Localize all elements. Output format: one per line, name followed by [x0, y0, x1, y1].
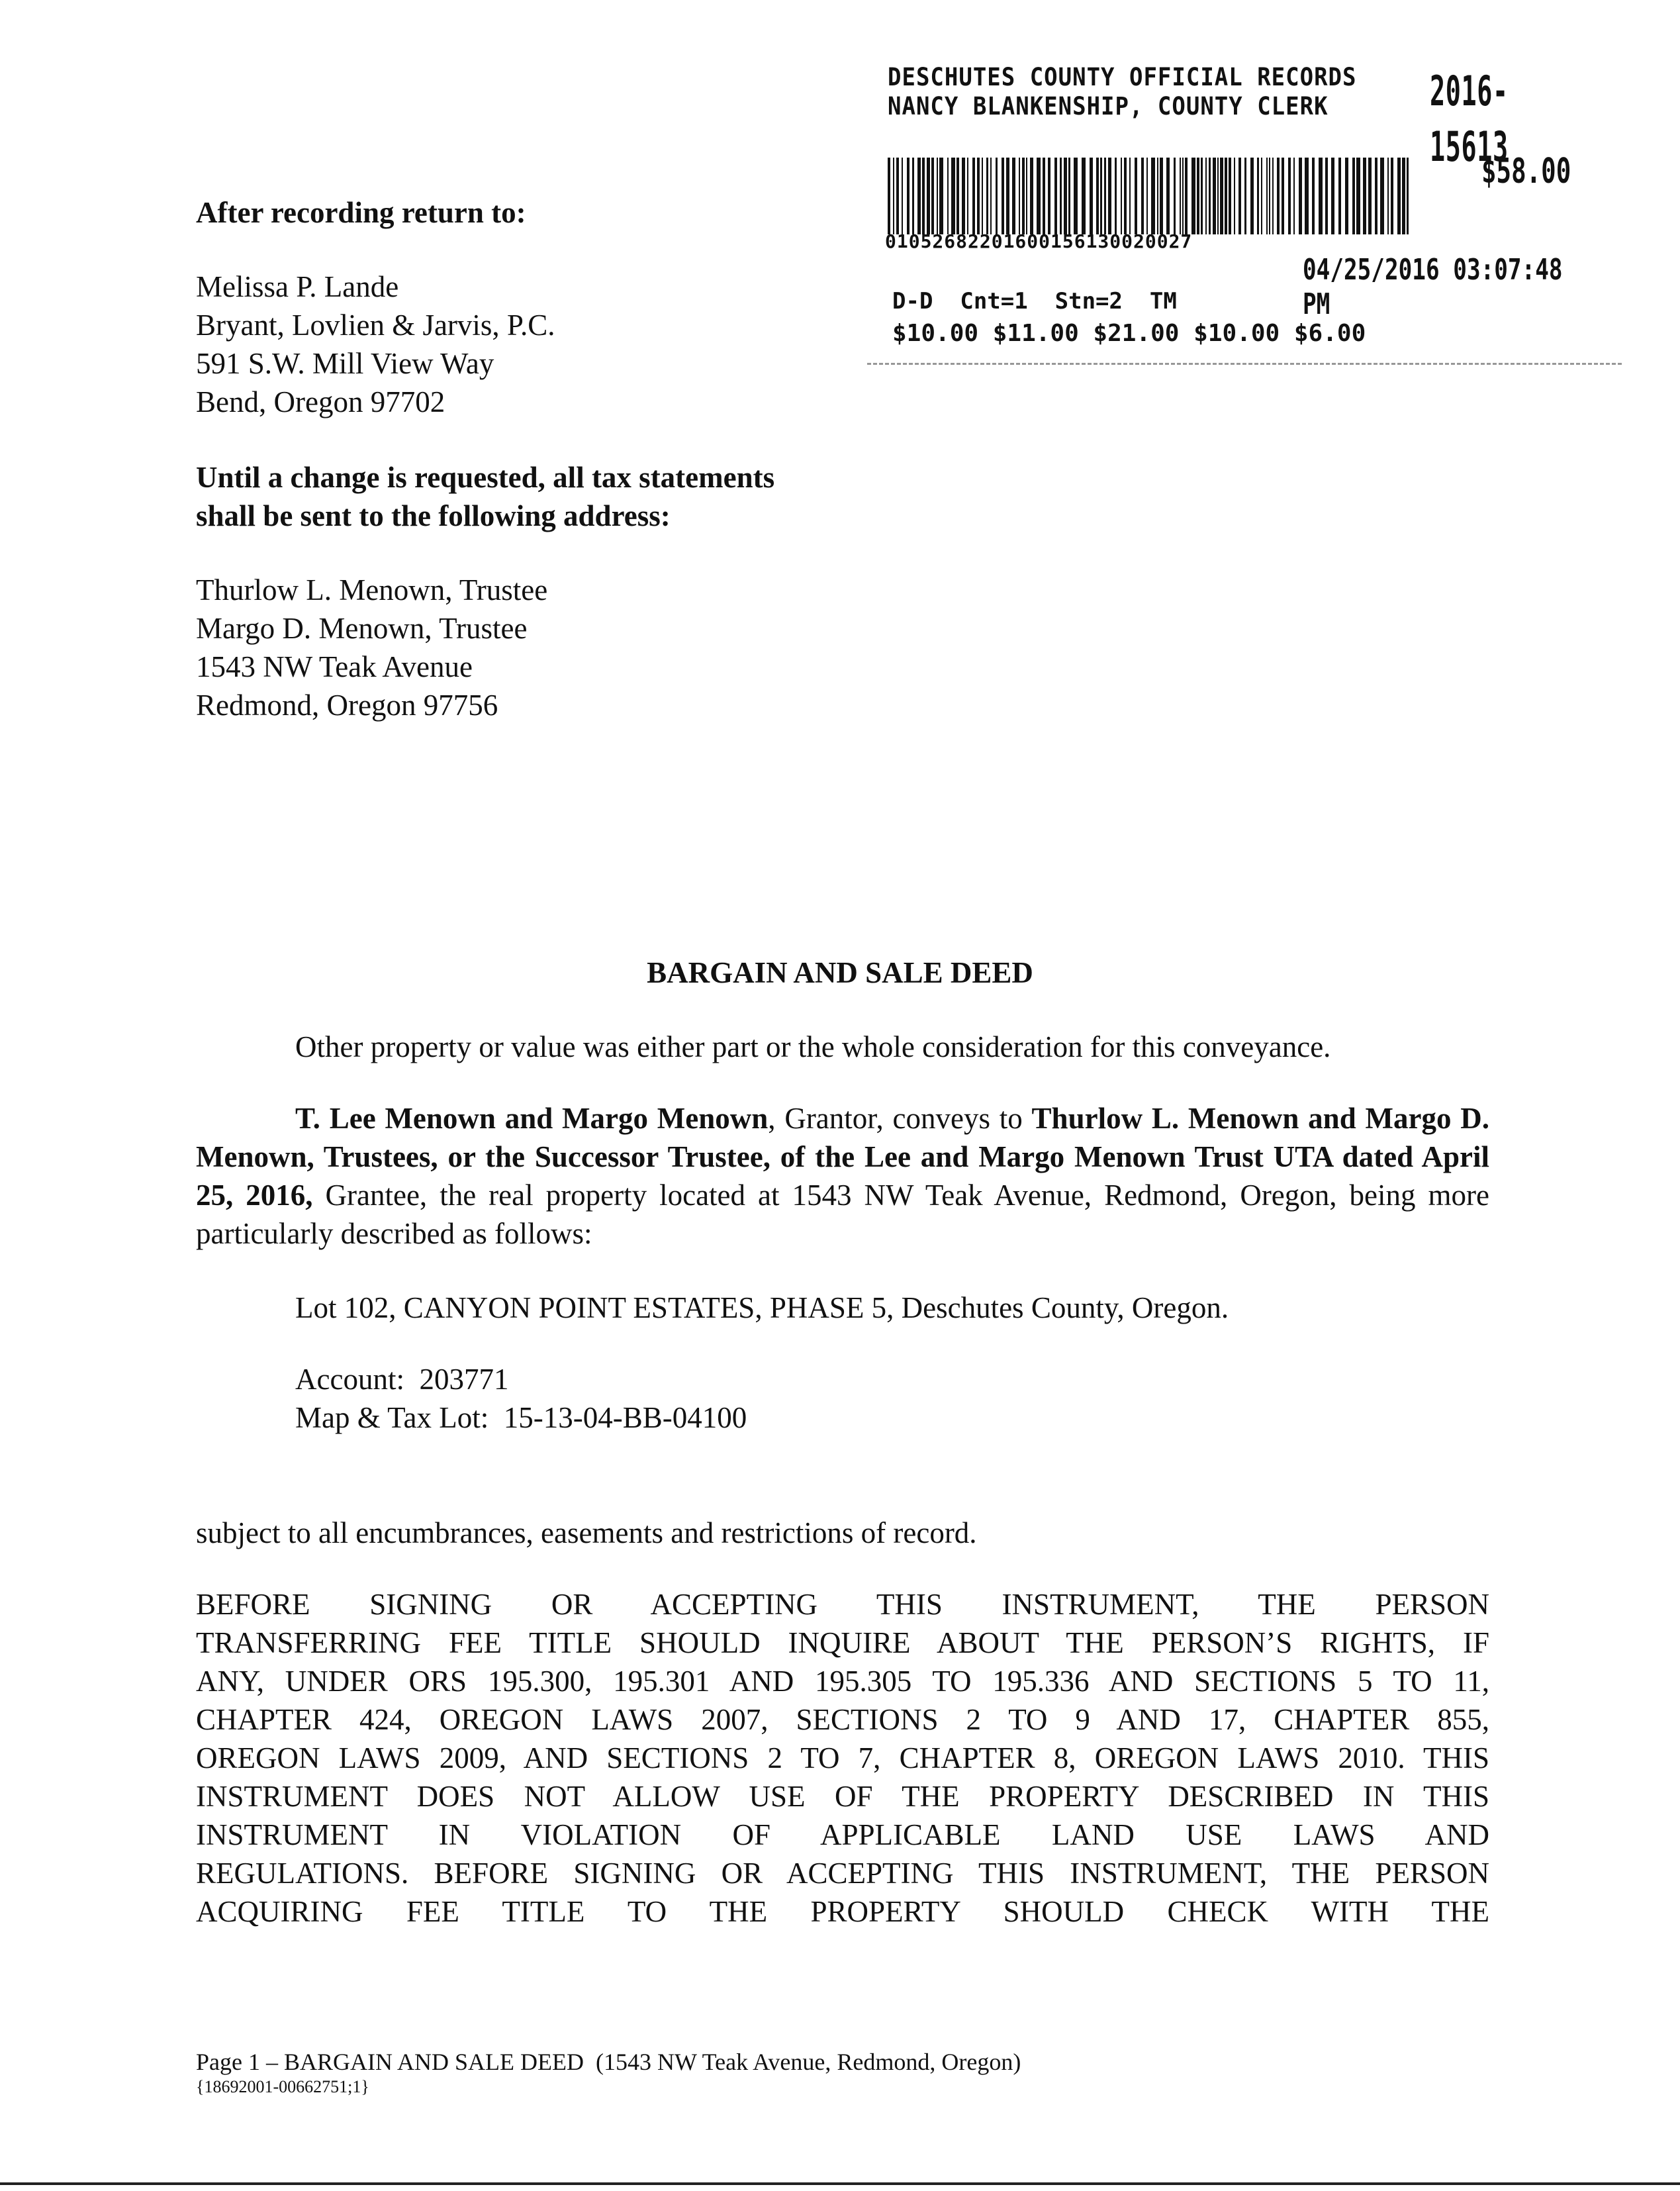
- barcode-image: [888, 158, 1411, 234]
- address-line: Redmond, Oregon 97756: [196, 689, 498, 722]
- statutory-warning: [196, 1585, 1489, 1931]
- map-tax-lot: Map & Tax Lot: 15-13-04-BB-04100: [295, 1401, 747, 1434]
- tax-statements-heading: [196, 458, 924, 535]
- address-line: 591 S.W. Mill View Way: [196, 347, 494, 380]
- warning-line: INSTRUMENT DOES NOT ALLOW USE OF THE PROPERTY DESCRIBED IN THIS: [196, 1780, 1489, 1813]
- address-line: Margo D. Menown, Trustee: [196, 612, 528, 645]
- stamp-document-number: 2016-15613: [1430, 67, 1509, 171]
- consideration-statement: Other property or value was either part or the whole consideration for this conveyance.: [295, 1030, 1331, 1063]
- grant-text: , Grantor, conveys to: [768, 1102, 1032, 1135]
- heading-line: shall be sent to the following address:: [196, 499, 671, 532]
- warning-line: REGULATIONS. BEFORE SIGNING OR ACCEPTING THIS INSTRUMENT, THE PERSON: [196, 1857, 1489, 1890]
- warning-line: TRANSFERRING FEE TITLE SHOULD INQUIRE ABOUT THE PERSON’S RIGHTS, IF: [196, 1626, 1489, 1659]
- footer-document-id: {18692001-00662751;1}: [196, 2077, 369, 2096]
- warning-line: BEFORE SIGNING OR ACCEPTING THIS INSTRUMENT, THE PERSON: [196, 1588, 1489, 1621]
- grant-paragraph: [196, 1099, 1489, 1253]
- warning-line: ACQUIRING FEE TITLE TO THE PROPERTY SHOULD CHECK WITH THE: [196, 1895, 1489, 1928]
- warning-line: CHAPTER 424, OREGON LAWS 2007, SECTIONS 2 TO 9 AND 17, CHAPTER 855,: [196, 1703, 1489, 1736]
- warning-line: INSTRUMENT IN VIOLATION OF APPLICABLE LAND USE LAWS AND: [196, 1818, 1489, 1851]
- page-bottom-edge: [0, 2182, 1680, 2185]
- stamp-barcode-number: 01052682201600156130020027: [885, 230, 1193, 252]
- stamp-fee-amounts: $10.00 $11.00 $21.00 $10.00 $6.00: [892, 320, 1366, 347]
- address-line: Bryant, Lovlien & Jarvis, P.C.: [196, 309, 555, 342]
- warning-line: ANY, UNDER ORS 195.300, 195.301 AND 195.305 TO 195.336 AND SECTIONS 5 TO 11,: [196, 1665, 1489, 1698]
- legal-description: Lot 102, CANYON POINT ESTATES, PHASE 5, Deschutes County, Oregon.: [295, 1291, 1229, 1324]
- address-line: 1543 NW Teak Avenue: [196, 650, 473, 683]
- stamp-county-clerk: NANCY BLANKENSHIP, COUNTY CLERK: [888, 92, 1329, 121]
- address-line: Thurlow L. Menown, Trustee: [196, 573, 548, 607]
- warning-line: OREGON LAWS 2009, AND SECTIONS 2 TO 7, CHAPTER 8, OREGON LAWS 2010. THIS: [196, 1741, 1489, 1775]
- stamp-total-fee: $58.00: [1481, 152, 1571, 191]
- account-number: Account: 203771: [295, 1363, 509, 1396]
- tax-statements-address: [196, 571, 547, 724]
- stamp-datetime: 04/25/2016 03:07:48 PM: [1303, 253, 1563, 321]
- return-to-address: [196, 268, 555, 421]
- subject-to-clause: subject to all encumbrances, easements and restrictions of record.: [196, 1516, 977, 1549]
- address-line: Melissa P. Lande: [196, 270, 399, 303]
- return-to-heading: After recording return to:: [196, 196, 526, 229]
- grantee-names: Thurlow L. Menown and Margo D. Menown, Trustees, or the Successor Trustee, of the Lee and Margo Menown Trust UTA dated April 25, 2016,: [196, 1102, 1489, 1212]
- footer-page-label: Page 1 – BARGAIN AND SALE DEED (1543 NW Teak Avenue, Redmond, Oregon): [196, 2049, 1021, 2075]
- grant-text: Grantee, the real property located at 1543 NW Teak Avenue, Redmond, Oregon, being more particularly described as follows:: [196, 1179, 1489, 1250]
- heading-line: Until a change is requested, all tax statements: [196, 461, 775, 494]
- grantor-names: T. Lee Menown and Margo Menown: [295, 1102, 769, 1135]
- deed-title: BARGAIN AND SALE DEED: [647, 956, 1033, 989]
- stamp-codes: D-D Cnt=1 Stn=2 TM: [892, 288, 1177, 315]
- stamp-divider: [867, 363, 1622, 365]
- address-line: Bend, Oregon 97702: [196, 385, 445, 418]
- stamp-county-records: DESCHUTES COUNTY OFFICIAL RECORDS: [888, 63, 1357, 92]
